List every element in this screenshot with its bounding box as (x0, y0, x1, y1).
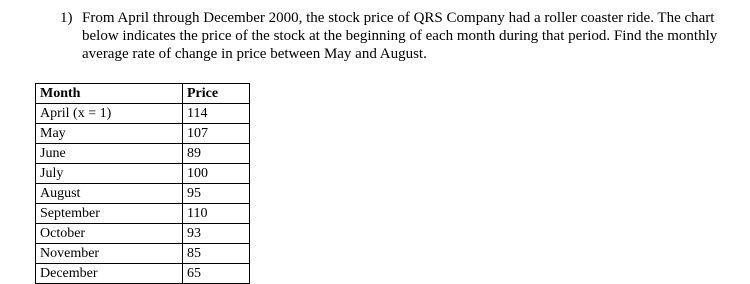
table-row (36, 164, 250, 184)
problem-number: 1) (60, 10, 73, 26)
price-cell: 95 (183, 184, 250, 204)
month-cell: October (36, 224, 183, 244)
price-cell: 65 (183, 264, 250, 284)
month-cell: July (36, 164, 183, 184)
price-cell: 89 (183, 144, 250, 164)
table-row (36, 224, 250, 244)
table-row (36, 264, 250, 284)
month-cell: September (36, 204, 183, 224)
month-cell: November (36, 244, 183, 264)
header-month: Month (36, 84, 183, 104)
price-cell: 85 (183, 244, 250, 264)
price-cell: 107 (183, 124, 250, 144)
month-cell: August (36, 184, 183, 204)
table-row (36, 104, 250, 124)
table-row (36, 144, 250, 164)
month-cell: June (36, 144, 183, 164)
stock-price-table (35, 83, 250, 284)
table-row (36, 244, 250, 264)
table-row (36, 184, 250, 204)
problem-text: From April through December 2000, the stock price of QRS Company had a roller coaster ride. The chart below indicates the price of the stock at the beginning of each month during that period. Find the monthly average rate of change in price between May and August. (82, 10, 718, 62)
table-header-row (36, 84, 250, 104)
price-cell: 114 (183, 104, 250, 124)
table-row (36, 124, 250, 144)
price-cell: 93 (183, 224, 250, 244)
month-cell: December (36, 264, 183, 284)
month-cell: April (x = 1) (36, 104, 183, 124)
price-cell: 100 (183, 164, 250, 184)
header-price: Price (183, 84, 250, 104)
price-cell: 110 (183, 204, 250, 224)
month-cell: May (36, 124, 183, 144)
table-row (36, 204, 250, 224)
